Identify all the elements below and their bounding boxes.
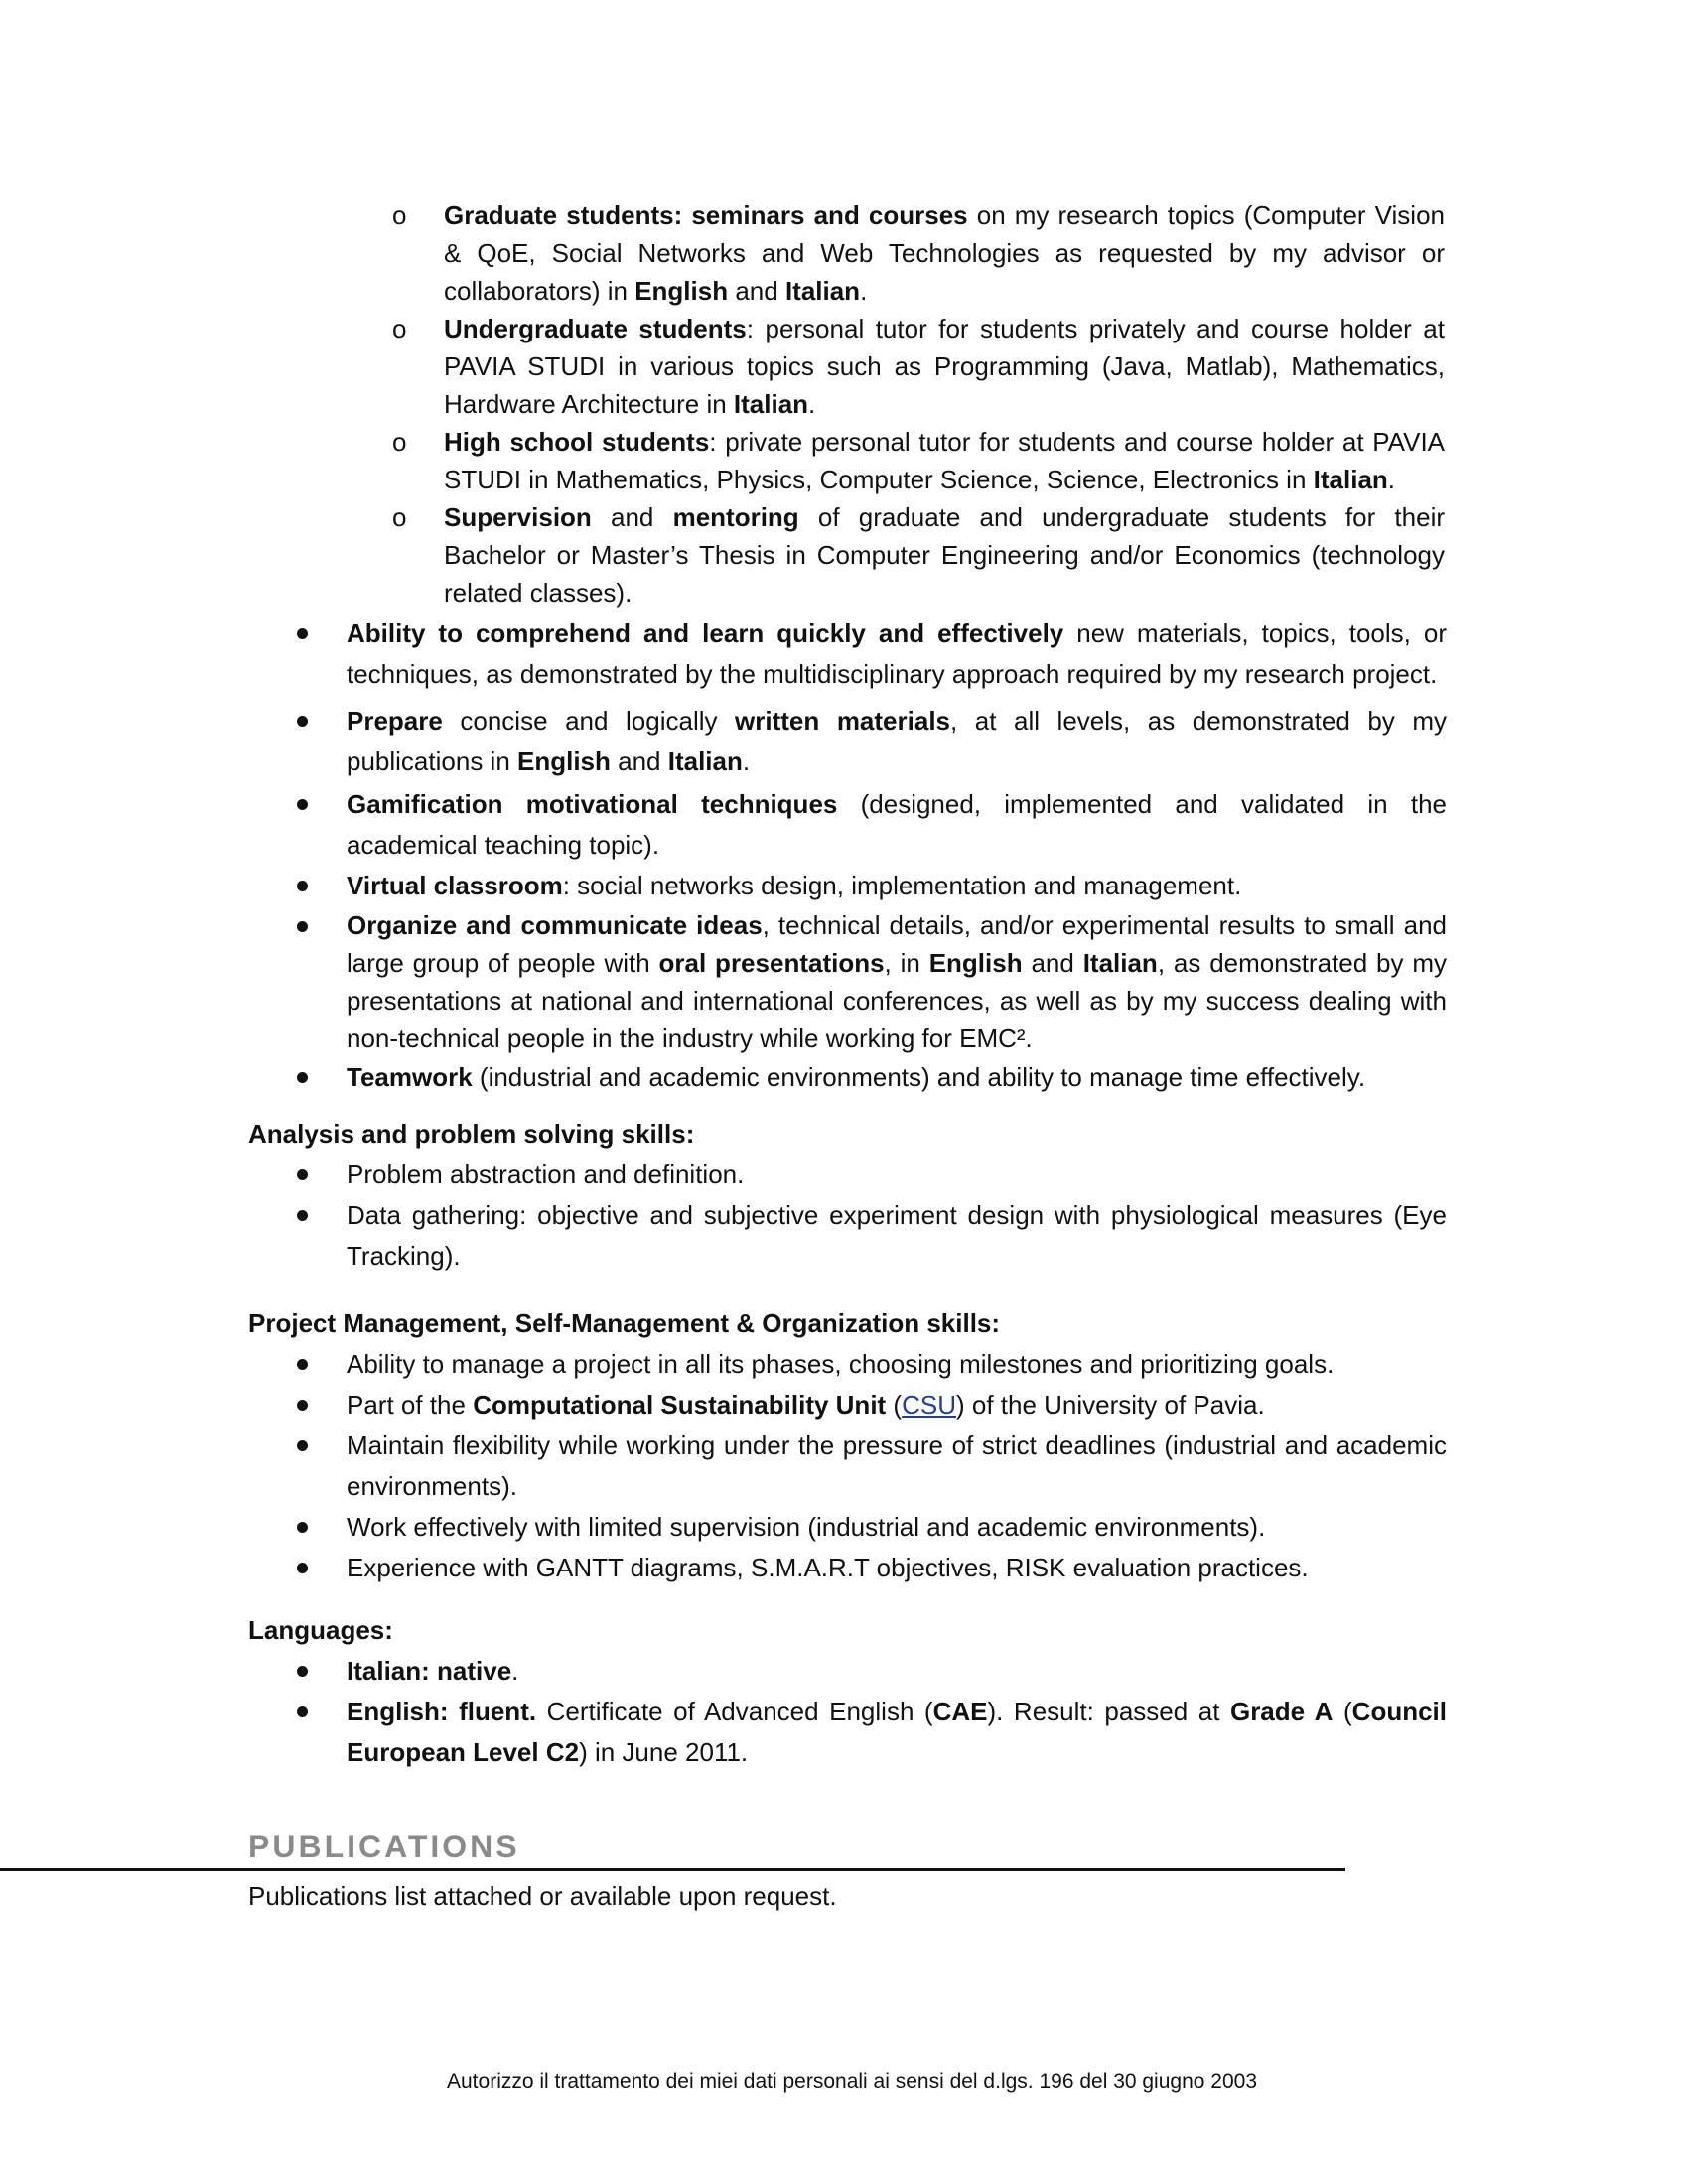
bold-text: oral presentations — [658, 948, 885, 978]
languages-list — [295, 1651, 1447, 1773]
bullet-icon — [297, 881, 308, 891]
item-text: ) of the University of Pavia. — [956, 1390, 1265, 1420]
item-text: and — [728, 276, 785, 306]
item-text: of graduate and undergraduate students for their Bachelor or Master’s Thesis in Computer Engineering and/or Economics (technology related classes). — [444, 502, 1446, 608]
bullet-icon — [297, 1440, 308, 1451]
list-item — [295, 906, 1447, 1057]
bullet-icon — [297, 1359, 308, 1370]
bullet-icon — [297, 1072, 308, 1083]
list-item — [295, 1651, 1447, 1692]
item-text: Work effectively with limited supervision (industrial and academic environments). — [347, 1512, 1266, 1542]
csu-link[interactable]: CSU — [902, 1390, 956, 1420]
item-text: ( — [886, 1390, 903, 1420]
list-item — [392, 197, 1445, 310]
item-text: Maintain flexibility while working under the pressure of strict deadlines (industrial and academic environments). — [347, 1431, 1447, 1501]
section-divider — [0, 1868, 1345, 1871]
bold-text: Teamwork — [347, 1062, 473, 1092]
circle-marker-icon: o — [392, 314, 407, 343]
item-text: Experience with GANTT diagrams, S.M.A.R.T objectives, RISK evaluation practices. — [347, 1553, 1309, 1582]
item-text: , in — [884, 948, 929, 978]
item-text: Ability to manage a project in all its phases, choosing milestones and prioritizing goals. — [347, 1349, 1335, 1379]
bold-text: English — [634, 276, 729, 306]
item-text: Data gathering: objective and subjective experiment design with physiological measures (Eye Tracking). — [347, 1200, 1447, 1271]
list-item — [295, 1426, 1447, 1507]
teaching-sublist — [392, 197, 1445, 612]
item-text: : personal tutor for students privately and course holder at PAVIA STUDI in various topics such as Programming (Java, Matlab), Mathematics, Hardware Architecture in — [444, 314, 1445, 419]
item-text: . — [511, 1656, 519, 1686]
bold-text: CAE — [932, 1697, 988, 1726]
bold-text: English — [928, 948, 1023, 978]
bold-text: written materials — [735, 706, 950, 736]
item-text: . — [860, 276, 868, 306]
bold-text: Italian — [1082, 948, 1158, 978]
bold-text: Supervision — [444, 502, 592, 532]
bold-text: English — [517, 747, 611, 776]
item-text: : social networks design, implementation and management. — [562, 871, 1242, 900]
item-text: ). Result: passed at — [987, 1697, 1230, 1726]
item-text: , at all levels, as demonstrated by my publications in — [347, 706, 1447, 776]
list-item — [295, 1155, 1447, 1195]
bold-text: Italian — [733, 389, 809, 419]
list-item — [295, 1692, 1447, 1773]
bullet-icon — [297, 1522, 308, 1533]
item-text: Certificate of Advanced English ( — [536, 1697, 933, 1726]
item-text: ( — [1333, 1697, 1352, 1726]
bullet-icon — [297, 1169, 308, 1180]
list-item — [295, 866, 1447, 906]
list-item — [295, 1195, 1447, 1277]
item-text: . — [808, 389, 816, 419]
analysis-heading: Analysis and problem solving skills: — [248, 1119, 695, 1149]
bold-text: Virtual classroom — [347, 871, 563, 900]
item-text: ) in June 2011. — [579, 1737, 749, 1767]
bold-text: Ability to comprehend and learn quickly and effectively — [347, 618, 1064, 648]
item-text: , technical details, and/or experimental results to small and large group of people with — [347, 910, 1447, 978]
list-item — [392, 423, 1445, 498]
bullet-icon — [297, 1563, 308, 1573]
bold-text: Grade A — [1229, 1697, 1334, 1726]
circle-marker-icon: o — [392, 201, 407, 230]
item-text: and — [1022, 948, 1083, 978]
publications-heading: PUBLICATIONS — [248, 1829, 520, 1864]
bold-text: High school students — [444, 427, 710, 457]
project-list — [295, 1344, 1447, 1588]
item-text: . — [742, 747, 751, 776]
bold-text: Organize and communicate ideas — [347, 910, 763, 940]
bullet-icon — [297, 628, 308, 639]
bold-text: Italian — [784, 276, 861, 306]
bold-text: Undergraduate students — [444, 314, 747, 343]
item-text: . — [1387, 465, 1396, 494]
list-item — [392, 498, 1445, 612]
publications-text: Publications list attached or available upon request. — [248, 1881, 837, 1911]
bullet-icon — [297, 1666, 308, 1677]
bold-text: Council European Level C2 — [347, 1697, 1448, 1767]
bold-text: mentoring — [672, 502, 799, 532]
circle-marker-icon: o — [392, 502, 407, 532]
item-text: Part of the — [347, 1390, 474, 1420]
list-item — [295, 1507, 1447, 1548]
skills-list — [295, 614, 1447, 1098]
bold-text: Italian — [1313, 465, 1388, 494]
bold-text: Computational Sustainability Unit — [473, 1390, 887, 1420]
item-text: and — [610, 747, 668, 776]
item-text: and — [591, 502, 673, 532]
list-item — [295, 1057, 1447, 1098]
list-item — [295, 1344, 1447, 1385]
bold-text: English: fluent. — [347, 1697, 537, 1726]
list-item — [295, 1385, 1447, 1426]
list-item — [295, 701, 1447, 782]
bullet-icon — [297, 1210, 308, 1221]
bold-text: Italian — [667, 747, 743, 776]
list-item — [295, 784, 1447, 866]
project-heading: Project Management, Self-Management & Organization skills: — [248, 1308, 1001, 1338]
item-text: Problem abstraction and definition. — [347, 1160, 745, 1189]
item-text: concise and logically — [442, 706, 736, 736]
bullet-icon — [297, 799, 308, 810]
bullet-icon — [297, 716, 308, 727]
item-text: : private personal tutor for students and course holder at PAVIA STUDI in Mathematics, Physics, Computer Science, Science, Electronics in — [444, 427, 1446, 494]
item-text: (industrial and academic environments) and ability to manage time effectively. — [472, 1062, 1366, 1092]
item-text: on my research topics (Computer Vision & QoE, Social Networks and Web Technologies as requested by my advisor or collaborators) in — [444, 201, 1445, 306]
bullet-icon — [297, 1400, 308, 1411]
bold-text: Prepare — [347, 706, 443, 736]
bullet-icon — [297, 1706, 308, 1717]
privacy-footer: Autorizzo il trattamento dei miei dati personali ai sensi del d.lgs. 196 del 30 giugno 2003 — [447, 2070, 1257, 2093]
list-item — [295, 1548, 1447, 1588]
circle-marker-icon: o — [392, 427, 407, 457]
bold-text: Italian: native — [347, 1656, 512, 1686]
languages-heading: Languages: — [248, 1615, 393, 1645]
item-text: , as demonstrated by my presentations at national and international conferences, as well as by my success dealing with non-technical people in the industry while working for EMC². — [347, 948, 1447, 1053]
item-text: new materials, topics, tools, or techniques, as demonstrated by the multidisciplinary approach required by my research project. — [347, 618, 1447, 689]
list-item — [295, 614, 1447, 695]
bullet-icon — [297, 921, 308, 932]
bold-text: Gamification motivational techniques — [347, 789, 838, 819]
item-text: (designed, implemented and validated in the academical teaching topic). — [347, 789, 1447, 860]
list-item — [392, 310, 1445, 423]
bold-text: Graduate students: seminars and courses — [444, 201, 968, 230]
analysis-list — [295, 1155, 1447, 1277]
